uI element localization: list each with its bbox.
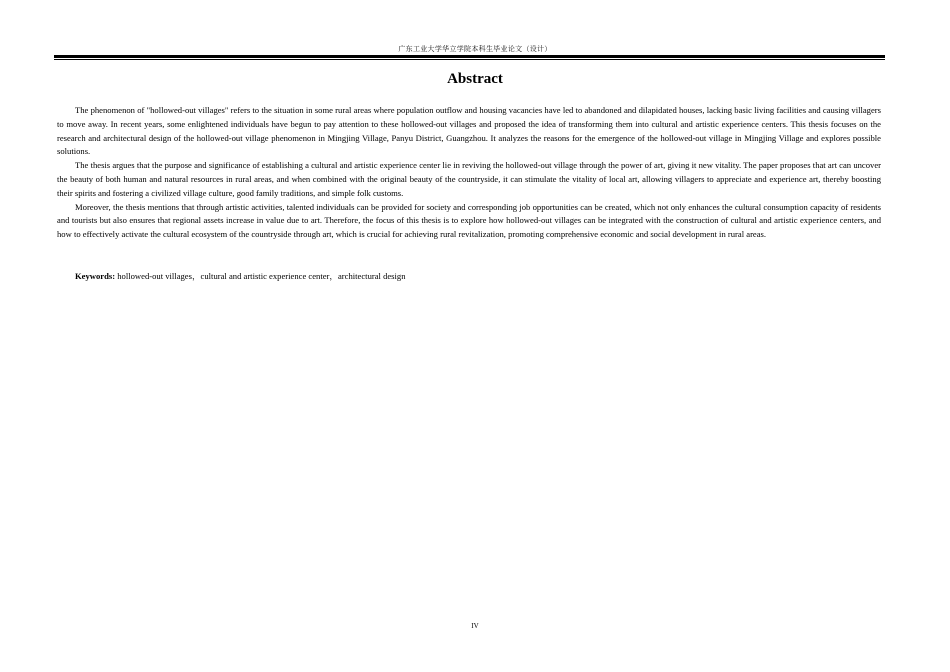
abstract-paragraph-3: Moreover, the thesis mentions that through artistic activities, talented individuals can be provided for society and corresponding job opportunities can be created, which not only enhances the cultural consumption capacity of residents and tourists but also ensures that regional assets increase in value due to art. Therefore, the focus of this thesis is to explore how hollowed-out villages can be integrated with the construction of cultural and artistic experience centers, and how to effectively activate the cultural ecosystem of the countryside through art, which is crucial for achieving rural revitalization, promoting comprehensive economic and social development in rural areas. — [57, 201, 881, 240]
keywords-line — [75, 270, 875, 284]
header-rule-thin — [54, 59, 885, 60]
header-rule-thick — [54, 55, 885, 58]
keywords-label: Keywords: — [75, 271, 116, 281]
running-header: 广东工业大学华立学院本科生毕业论文（设计） — [398, 45, 552, 53]
page-number: IV — [471, 622, 479, 630]
abstract-paragraph-1: The phenomenon of "hollowed-out villages" refers to the situation in some rural areas where population outflow and housing vacancies have led to abandoned and dilapidated houses, lacking basic living facilities and causing villagers to move away. In recent years, some enlightened individuals have begun to pay attention to these hollowed-out villages and proposed the idea of transforming them into cultural and artistic experience centers. This thesis focuses on the research and architectural design of the hollowed-out village phenomenon in Mingjing Village, Panyu District, Guangzhou. It analyzes the reasons for the emergence of the hollowed-out village in Mingjing Village and explores possible solutions. — [57, 105, 881, 157]
abstract-body — [57, 104, 881, 242]
abstract-paragraph-2: The thesis argues that the purpose and significance of establishing a cultural and artistic experience center lie in reviving the hollowed-out village through the power of art, giving it new vitality. The paper proposes that art can uncover the beauty of both human and natural resources in rural areas, and when combined with the original beauty of the countryside, it can stimulate the vitality of local art, allowing villagers to appreciate and experience art, thereby boosting their spirits and fostering a civilized village culture, good family traditions, and simple folk customs. — [57, 160, 881, 198]
keywords-text: hollowed-out villages，cultural and artistic experience center，architectural design — [115, 271, 406, 281]
page-title: Abstract — [447, 71, 503, 87]
